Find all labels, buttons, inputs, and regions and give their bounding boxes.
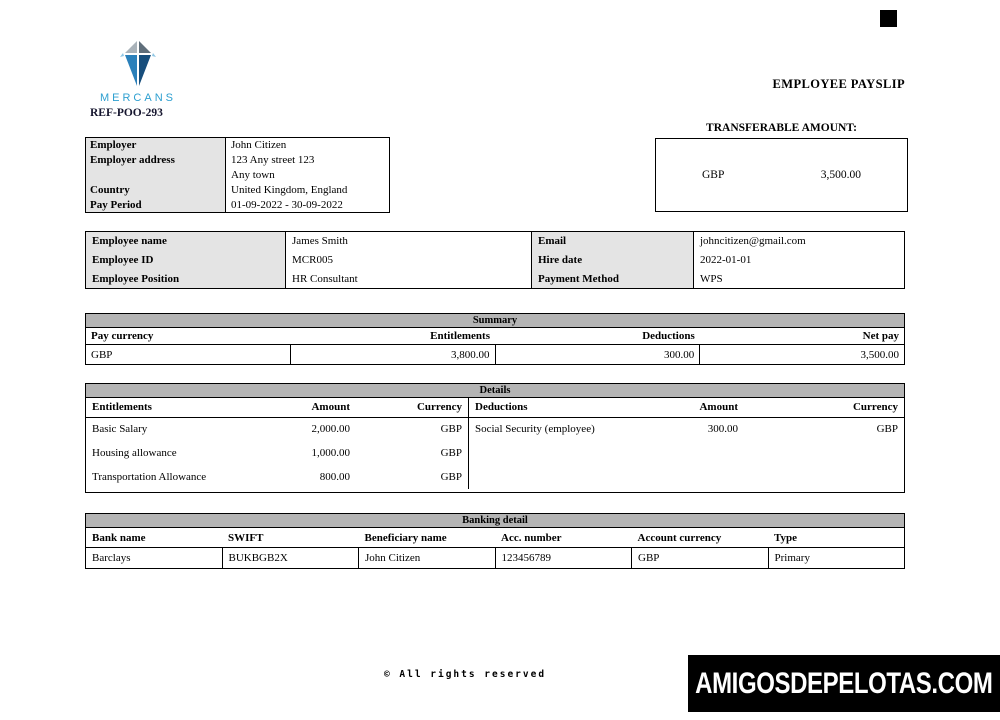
field-label: Employer [86, 138, 226, 153]
column-header: Account currency [632, 528, 769, 548]
field-label: Employer address [86, 153, 226, 168]
field-value: United Kingdom, England [231, 184, 348, 196]
transferable-amount-box [655, 138, 908, 212]
table-row [86, 251, 905, 270]
column-header: Currency [744, 398, 904, 417]
beneficiary-name: John Citizen [359, 548, 496, 569]
transferable-amount-label: TRANSFERABLE AMOUNT: [706, 122, 857, 134]
section-title: Summary [86, 314, 905, 328]
deduction-amount: 300.00 [707, 423, 738, 436]
field-label: Pay Period [86, 198, 226, 213]
field-label: Payment Method [532, 270, 694, 289]
column-header: Bank name [86, 528, 223, 548]
column-header: Deductions [495, 328, 700, 345]
table-row [86, 153, 390, 168]
transferable-currency: GBP [702, 169, 725, 181]
column-header: Entitlements [290, 328, 495, 345]
company-logo-block [88, 40, 188, 119]
mercans-logo-icon [119, 40, 157, 90]
field-label: Employee name [86, 232, 286, 251]
field-label: Employee Position [86, 270, 286, 289]
corner-mark [880, 10, 897, 27]
field-value: MCR005 [286, 251, 532, 270]
field-value: Any town [231, 169, 275, 181]
banking-data-row [86, 548, 905, 569]
banking-header-row [86, 528, 905, 548]
field-label: Country [86, 183, 226, 198]
column-header: Amount [236, 398, 356, 417]
logo-wordmark: MERCANS [99, 92, 176, 104]
column-header: Deductions [469, 398, 629, 417]
column-header: Pay currency [86, 328, 291, 345]
employee-table [85, 231, 905, 289]
table-row [86, 441, 468, 465]
bank-name: Barclays [86, 548, 223, 569]
entitlement-amount: 1,000.00 [311, 447, 350, 459]
bank-swift: BUKBGB2X [222, 548, 359, 569]
watermark-text: AMIGOSDEPELOTAS.COM [695, 666, 993, 700]
account-type: Primary [768, 548, 905, 569]
entitlement-amount: 800.00 [319, 471, 350, 483]
table-row [86, 168, 390, 183]
entitlements-table [86, 398, 468, 489]
field-value: 2022-01-01 [694, 251, 905, 270]
column-header: Net pay [700, 328, 905, 345]
column-header: SWIFT [222, 528, 359, 548]
entitlement-currency: GBP [440, 471, 462, 483]
watermark-banner [688, 655, 1000, 712]
deductions-table [469, 398, 904, 441]
field-value: johncitizen@gmail.com [694, 232, 905, 251]
summary-pay-currency: GBP [86, 345, 291, 365]
entitlement-name: Housing allowance [92, 447, 177, 459]
reference-number: REF-POO-293 [90, 107, 163, 119]
table-row [86, 270, 905, 289]
deduction-currency: GBP [876, 423, 898, 436]
field-value: James Smith [286, 232, 532, 251]
table-row [86, 138, 390, 153]
field-value: HR Consultant [286, 270, 532, 289]
column-header: Type [768, 528, 905, 548]
summary-data-row [86, 345, 905, 365]
entitlement-name: Transportation Allowance [92, 471, 207, 483]
deductions-header-row [469, 398, 904, 417]
deduction-name: Social Security (employee) [475, 423, 595, 436]
field-label [86, 168, 226, 183]
transferable-amount: 3,500.00 [820, 169, 861, 181]
details-section [85, 383, 905, 493]
banking-table [85, 513, 905, 569]
field-value: WPS [694, 270, 905, 289]
field-label: Email [532, 232, 694, 251]
entitlements-header-row [86, 398, 468, 417]
summary-header-row [86, 328, 905, 345]
copyright-text: © All rights reserved [383, 669, 547, 680]
deductions-pane [468, 398, 904, 489]
table-row [86, 417, 468, 441]
summary-deductions: 300.00 [495, 345, 700, 365]
column-header: Currency [356, 398, 468, 417]
field-value: John Citizen [231, 139, 287, 152]
entitlement-name: Basic Salary [92, 423, 148, 436]
section-title: Details [86, 384, 904, 398]
account-number: 123456789 [495, 548, 632, 569]
field-label: Hire date [532, 251, 694, 270]
column-header: Beneficiary name [359, 528, 496, 548]
summary-entitlements: 3,800.00 [290, 345, 495, 365]
entitlement-currency: GBP [440, 447, 462, 459]
field-value: 123 Any street 123 [231, 154, 315, 166]
summary-net-pay: 3,500.00 [700, 345, 905, 365]
account-currency: GBP [632, 548, 769, 569]
table-row [86, 465, 468, 489]
employer-table [85, 137, 390, 213]
table-row [469, 417, 904, 441]
details-body [86, 398, 904, 489]
column-header: Entitlements [86, 398, 236, 417]
section-title: Banking detail [86, 514, 905, 528]
summary-table [85, 313, 905, 365]
field-value: 01-09-2022 - 30-09-2022 [231, 198, 343, 211]
entitlement-currency: GBP [440, 423, 462, 436]
entitlement-amount: 2,000.00 [311, 423, 350, 436]
page-title: EMPLOYEE PAYSLIP [772, 77, 905, 91]
column-header: Acc. number [495, 528, 632, 548]
section-title-bar [86, 314, 905, 328]
field-label: Employee ID [86, 251, 286, 270]
column-header: Amount [629, 398, 744, 417]
table-row [86, 183, 390, 198]
section-title-bar [86, 514, 905, 528]
table-row [86, 232, 905, 251]
table-row [86, 198, 390, 213]
